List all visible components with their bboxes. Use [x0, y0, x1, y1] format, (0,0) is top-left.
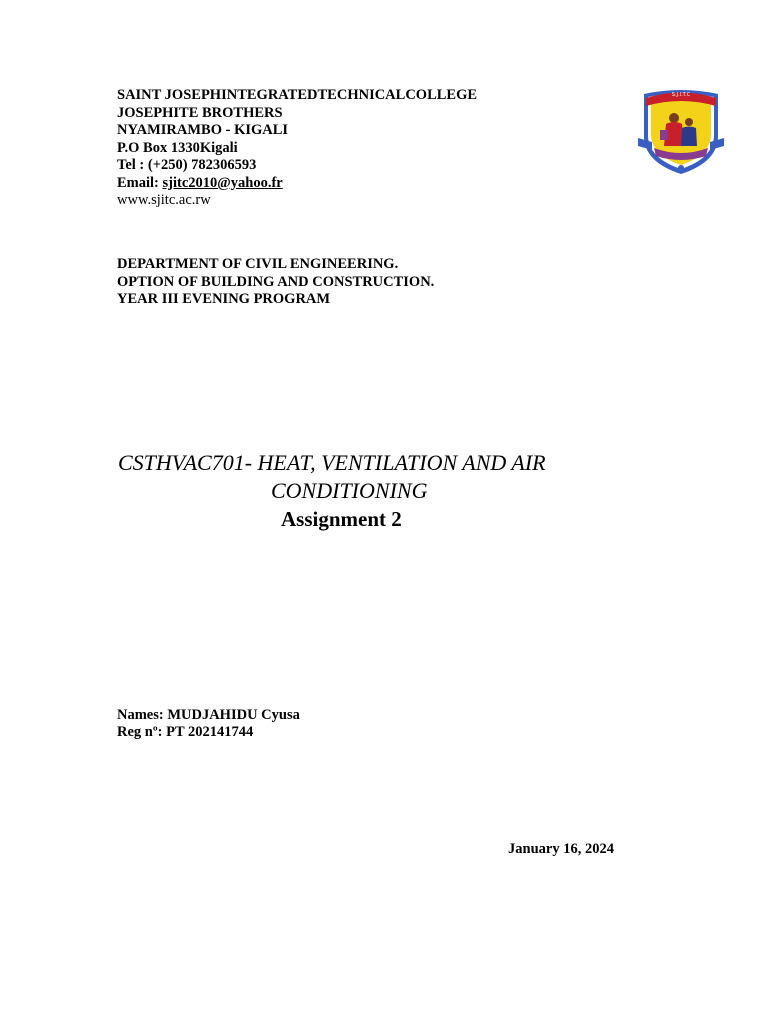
school-crest-icon — [636, 84, 726, 178]
registration-number: Reg nº: PT 202141744 — [117, 724, 254, 740]
po-box: P.O Box 1330Kigali — [117, 139, 238, 156]
telephone: Tel : (+250) 782306593 — [117, 157, 257, 173]
institution-header — [117, 87, 537, 210]
order-name: JOSEPHITE BROTHERS — [117, 104, 283, 121]
email-line — [117, 175, 537, 193]
crest-banner-text: S.J.I.T.C — [671, 92, 691, 98]
student-names: Names: MUDJAHIDU Cyusa — [117, 707, 300, 723]
email-link[interactable]: sjitc2010@yahoo.fr — [162, 174, 283, 191]
institution-name: SAINT JOSEPHINTEGRATEDTECHNICALCOLLEGE — [117, 87, 478, 103]
option-name: OPTION OF BUILDING AND CONSTRUCTION. — [117, 273, 435, 290]
institution-location: NYAMIRAMBO - KIGALI — [117, 122, 289, 138]
course-title-block — [118, 449, 658, 533]
assignment-title: Assignment 2 — [281, 507, 402, 531]
email-label: Email: — [117, 174, 163, 191]
course-title-line-1: CSTHVAC701- HEAT, VENTILATION AND AIR — [118, 450, 546, 475]
department-name: DEPARTMENT OF CIVIL ENGINEERING. — [117, 256, 399, 272]
year-program: YEAR III EVENING PROGRAM — [117, 291, 331, 307]
website: www.sjitc.ac.rw — [117, 192, 211, 208]
document-date: January 16, 2024 — [508, 841, 614, 857]
student-info — [117, 707, 537, 741]
department-info — [117, 256, 537, 309]
course-title-line-2: CONDITIONING — [271, 478, 428, 503]
